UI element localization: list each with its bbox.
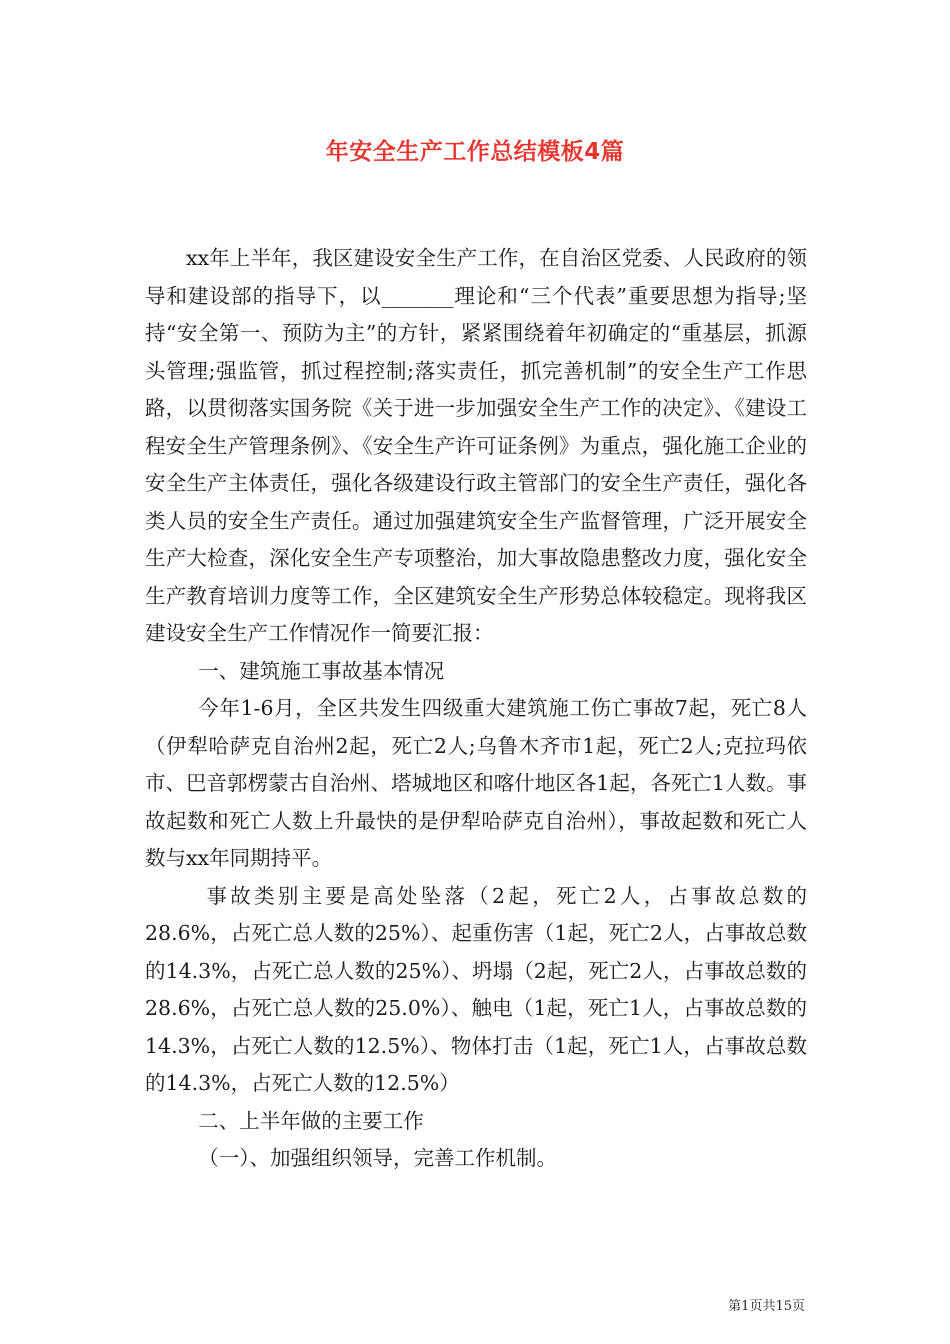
paragraph-accident-types: 事故类别主要是高处坠落（2起，死亡2人，占事故总数的28.6%，占死亡总人数的25%）、起重伤害（1起，死亡2人，占事故总数的14.3%，占死亡总人数的25%）、坍塌（2起，死亡2人，占事故总数的28.6%，占死亡总人数的25.0%）、触电（1起，死亡1人，占事故总数的14.3%，占死亡人数的12.5%）、物体打击（1起，死亡1人，占事故总数的14.3%，占死亡人数的12.5%） <box>145 883 807 1095</box>
paragraph-accident-overview: 今年1-6月，全区共发生四级重大建筑施工伤亡事故7起，死亡8人（伊犁哈萨克自治州2起，死亡2人;乌鲁木齐市1起，死亡2人;克拉玛依市、巴音郭楞蒙古自治州、塔城地区和喀什地区各1起，各死亡1人数。事故起数和死亡人数上升最快的是伊犁哈萨克自治州），事故起数和死亡人数与xx年同期持平。 <box>145 696 807 870</box>
document-title: 年安全生产工作总结模板4篇 <box>325 139 625 165</box>
document-body <box>145 240 807 1178</box>
section-heading-1: 一、建筑施工事故基本情况 <box>198 658 445 683</box>
paragraph-intro: xx年上半年，我区建设安全生产工作，在自治区党委、人民政府的领导和建设部的指导下，以_______理论和“三个代表”重要思想为指导;坚持“安全第一、预防为主”的方针，紧紧围绕着年初确定的“重基层，抓源头管理;强监管，抓过程控制;落实责任，抓完善机制”的安全生产工作思路，以贯彻落实国务院《关于进一步加强安全生产工作的决定》、《建设工程安全生产管理条例》、《安全生产许可证条例》为重点，强化施工企业的安全生产主体责任，强化各级建设行政主管部门的安全生产责任，强化各类人员的安全生产责任。通过加强建筑安全生产监督管理，广泛开展安全生产大检查，深化安全生产专项整治，加大事故隐患整改力度，强化安全生产教育培训力度等工作，全区建筑安全生产形势总体较稳定。现将我区建设安全生产工作情况作一简要汇报： <box>145 246 807 645</box>
section-heading-2: 二、上半年做的主要工作 <box>198 1108 424 1133</box>
page-number: 第1页共15页 <box>728 1299 805 1314</box>
subsection-heading-1: （一）、加强组织领导，完善工作机制。 <box>198 1146 558 1170</box>
